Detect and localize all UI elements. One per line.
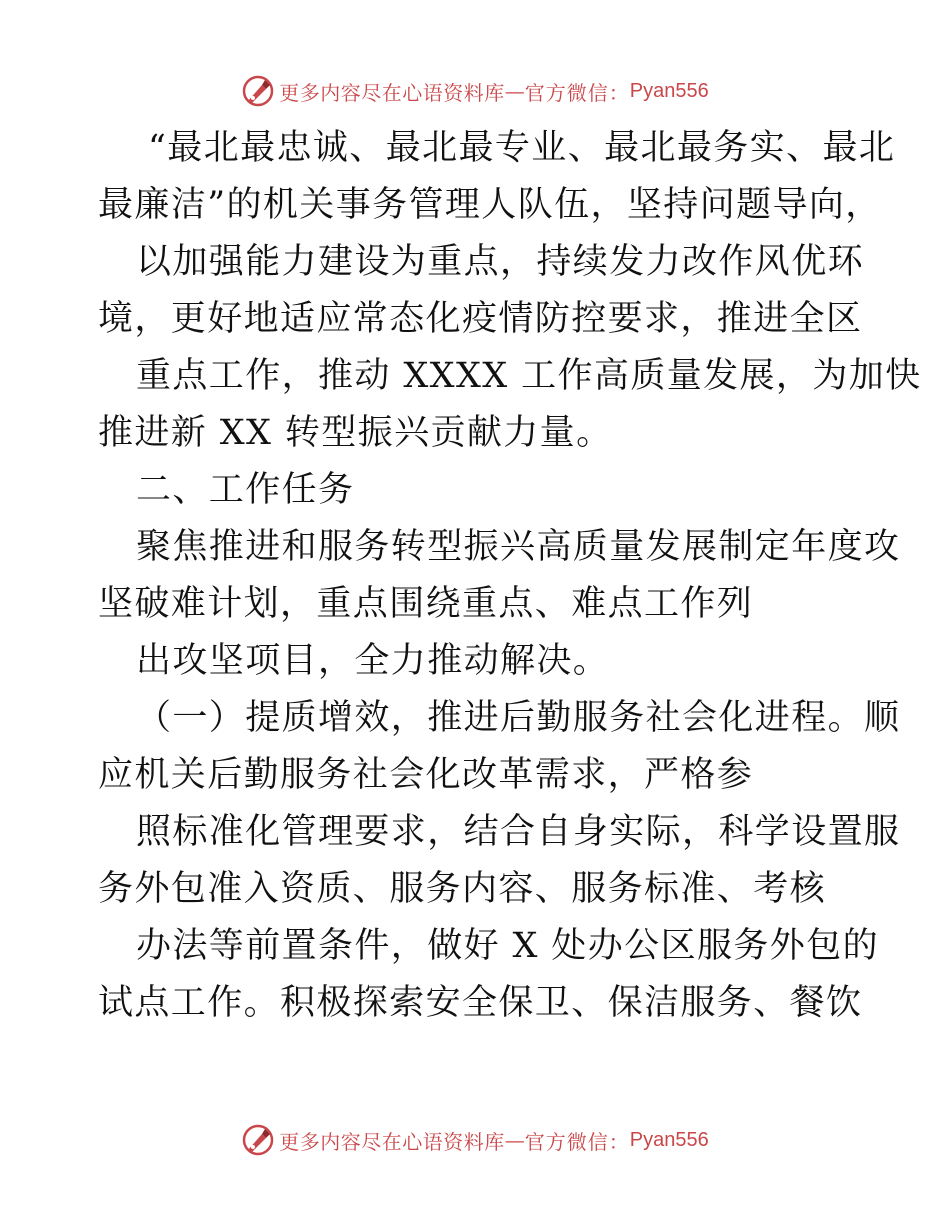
subsection-line: （一）提质增效，推进后勤服务社会化进程。顺 xyxy=(136,698,901,738)
footer-watermark xyxy=(0,1120,950,1160)
body-line: 务外包准入资质、服务内容、服务标准、考核 xyxy=(98,869,827,909)
watermark-text: 更多内容尽在心语资料库 xyxy=(279,80,505,105)
body-line: 照标准化管理要求，结合自身实际，科学设置服 xyxy=(136,812,901,852)
body-line: 应机关后勤服务社会化改革需求，严格参 xyxy=(98,755,754,795)
body-line: “最北最忠诚、最北最专业、最北最务实、最北 xyxy=(148,128,896,168)
body-line: 以加强能力建设为重点，持续发力改作风优环 xyxy=(136,242,865,282)
body-line: 最廉洁”的机关事务管理人队伍，坚持问题导向， xyxy=(98,185,882,225)
watermark-label: 官方微信： xyxy=(524,80,630,105)
watermark-separator: — xyxy=(504,79,525,103)
watermark-separator: — xyxy=(504,1128,525,1152)
watermark-text: 更多内容尽在心语资料库 xyxy=(279,1129,505,1154)
body-line: 境，更好地适应常态化疫情防控要求，推进全区 xyxy=(98,299,863,339)
watermark-account: Pyan556 xyxy=(629,1128,709,1151)
body-line: 出攻坚项目，全力推动解决。 xyxy=(136,641,610,681)
header-watermark xyxy=(0,71,950,111)
body-line: 重点工作，推动 XXXX 工作高质量发展，为加快 xyxy=(136,356,922,396)
body-line: 推进新 XX 转型振兴贡献力量。 xyxy=(98,413,613,453)
body-line: 坚破难计划，重点围绕重点、难点工作列 xyxy=(98,584,754,624)
body-line: 聚焦推进和服务转型振兴高质量发展制定年度攻 xyxy=(136,527,901,567)
body-line: 试点工作。积极探索安全保卫、保洁服务、餐饮 xyxy=(98,983,863,1023)
watermark-label: 官方微信： xyxy=(524,1129,630,1154)
body-line: 办法等前置条件，做好 X 处办公区服务外包的 xyxy=(136,926,879,966)
document-body xyxy=(98,120,922,1032)
watermark-account: Pyan556 xyxy=(629,79,709,102)
section-heading: 二、工作任务 xyxy=(136,470,355,510)
pen-logo-icon xyxy=(241,74,275,108)
pen-logo-icon xyxy=(241,1123,275,1157)
